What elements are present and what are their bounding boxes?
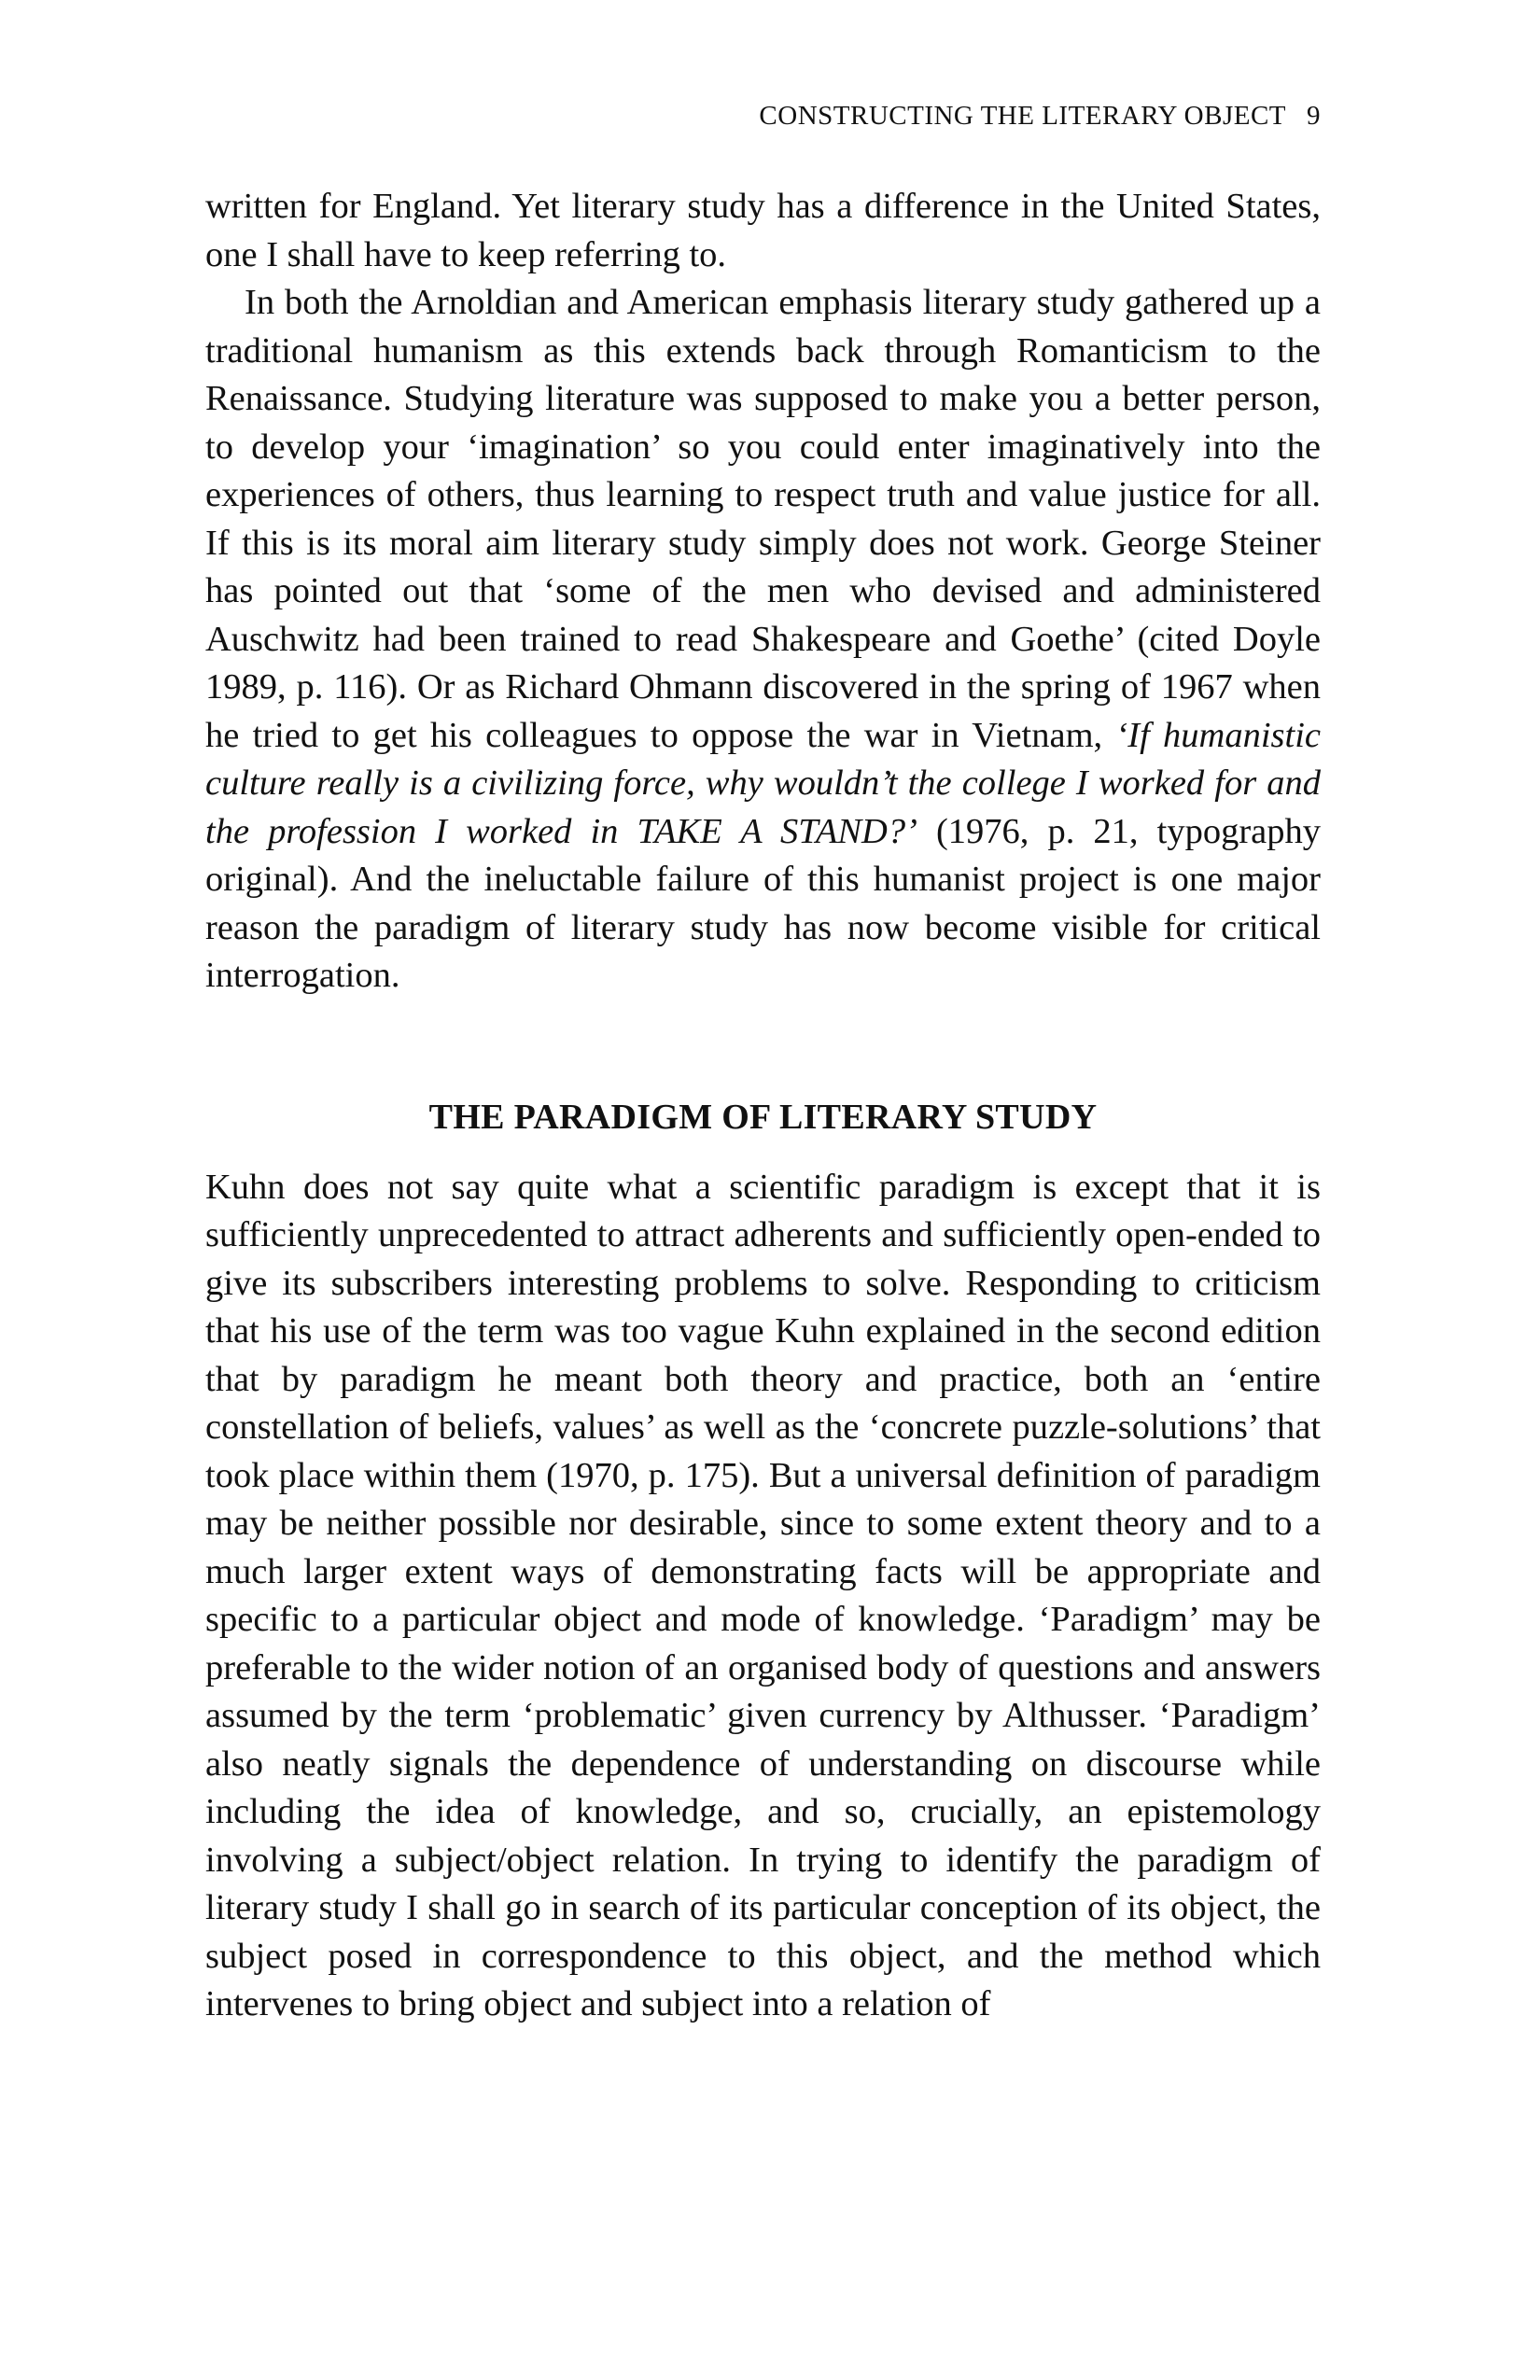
section-heading: THE PARADIGM OF LITERARY STUDY — [428, 1097, 1098, 1137]
paragraph-kuhn: Kuhn does not say quite what a scientific paradigm is except that it is sufficiently unprecedented to attract adherents and sufficiently open-ended to give its subscribers interesting problems to solve. Responding to criticism that his use of the term was too vague Kuhn explained in the second edition that by paradigm he meant both theory and practice, both an ‘entire constellation of beliefs, values’ as well as the ‘concrete puzzle-solutions’ that took place within them (1970, p. 175). But a universal definition of paradigm may be neither possible nor desirable, since to some extent theory and to a much larger extent ways of demonstrating facts will be appropriate and specific to a particular object and mode of knowledge. ‘Paradigm’ may be preferable to the wider notion of an organised body of questions and answers assumed by the term ‘problematic’ given currency by Althusser. ‘Paradigm’ also neatly signals the dependence of understanding on discourse while including the idea of knowledge, and so, crucially, an epistemology involving a subject/object relation. In trying to identify the paradigm of literary study I shall go in search of its particular conception of its object, the subject posed in correspondence to this object, and the method which intervenes to bring object and subject into a relation of — [205, 1167, 1321, 2023]
paragraph-continuation: written for England. Yet literary study has a difference in the United States, one I shall have to keep referring to. — [205, 187, 1321, 274]
running-head-title: CONSTRUCTING THE LITERARY OBJECT — [759, 101, 1286, 131]
page-number: 9 — [1307, 101, 1321, 131]
paragraph-humanism-text-2: (1976, p. 21, typography original). And the ineluctable failure of this humanist project is one major reason the paradigm of literary study has now become visible for critical interrogation. — [205, 811, 1321, 995]
paragraph-humanism-text-1: In both the Arnoldian and American emphasis literary study gathered up a traditional humanism as this extends back through Romanticism to the Renaissance. Studying literature was supposed to make you a better person, to develop your ‘imagination’ so you could enter imaginatively into the experiences of others, thus learning to respect truth and value justice for all. If this is its moral aim literary study simply does not work. George Steiner has pointed out that ‘some of the men who devised and administered Auschwitz had been trained to read Shakespeare and Goethe’ (cited Doyle 1989, p. 116). Or as Richard Ohmann discovered in the spring of 1967 when he tried to get his colleagues to oppose the war in Vietnam, — [205, 283, 1321, 755]
paragraph-humanism — [205, 279, 1321, 1001]
ohmann-quote: ‘If humanistic culture really is a civilizing force, why wouldn’t the college I worked for and the profession I worked in TAKE A STAND?’ — [205, 715, 1321, 851]
body-text — [205, 183, 1321, 2029]
running-head — [759, 101, 1321, 132]
